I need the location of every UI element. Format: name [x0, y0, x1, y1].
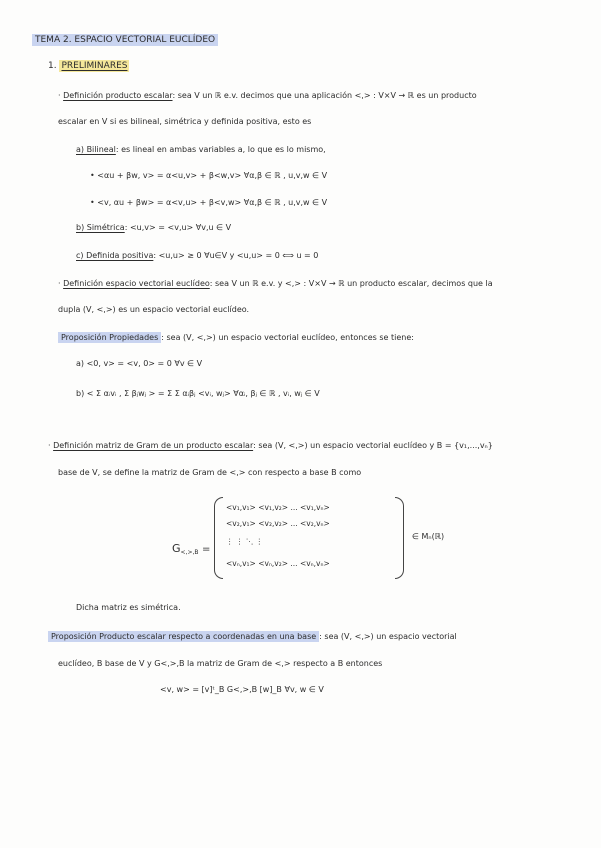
def-gram-line2: base de V, se define la matriz de Gram de <,> con respecto a base B como — [58, 468, 362, 477]
matrix-right-bracket — [395, 497, 404, 579]
prop-a-eq1: • <αu + βw, v> = α<u,v> + β<w,v> ∀α,β ∈ ℝ , u,v,w ∈ V — [90, 171, 328, 180]
def-producto-line1: · Definición producto escalar: sea V un ℝ e.v. decimos que una aplicación <,> : V×V → ℝ es un producto — [58, 91, 477, 100]
prop-coord-formula: <v, w> = [v]ᵗ_B G<,>,B [w]_B ∀v, w ∈ V — [160, 685, 324, 694]
gram-belongs: ∈ Mₙ(ℝ) — [412, 532, 445, 541]
gram-note: Dicha matriz es simétrica. — [76, 603, 181, 612]
prop-propiedades-a: a) <0, v> = <v, 0> = 0 ∀v ∈ V — [76, 359, 203, 368]
section-heading: 1. PRELIMINARES — [48, 61, 128, 71]
def-producto-line2: escalar en V si es bilineal, simétrica y definida positiva, esto es — [58, 117, 312, 126]
gram-symbol: $G_{<,>,B}$ = — [172, 542, 211, 556]
matrix-row: <v₁,v₁> <v₁,v₂> ... <v₁,vₙ> — [226, 503, 330, 512]
prop-propiedades-b: b) < Σ αᵢvᵢ , Σ βⱼwⱼ > = Σ Σ αᵢβⱼ <vᵢ, wⱼ> ∀αᵢ, βⱼ ∈ ℝ , vᵢ, wⱼ ∈ V — [76, 389, 320, 398]
prop-a-line: a) Bilineal: es lineal en ambas variables a, lo que es lo mismo, — [76, 145, 326, 154]
def-espacio-line2: dupla (V, <,>) es un espacio vectorial euclídeo. — [58, 305, 250, 314]
page-title: TEMA 2. ESPACIO VECTORIAL EUCLÍDEO — [32, 36, 218, 45]
def-gram-line1: · Definición matriz de Gram de un producto escalar: sea (V, <,>) un espacio vectorial euclídeo y B = {v₁,...,vₙ} — [48, 441, 493, 450]
prop-coord-line2: euclídeo, B base de V y G<,>,B la matriz de Gram de <,> respecto a B entonces — [58, 659, 383, 668]
def-espacio-line1: · Definición espacio vectorial euclídeo: sea V un ℝ e.v. y <,> : V×V → ℝ un producto escalar, decimos que la — [58, 279, 493, 288]
prop-coord-line1: Proposición Producto escalar respecto a coordenadas en una base : sea (V, <,>) un espacio vectorial — [48, 633, 457, 641]
prop-c-line: c) Definida positiva: <u,u> ≥ 0 ∀u∈V y <u,u> = 0 ⟺ u = 0 — [76, 251, 319, 260]
matrix-left-bracket — [214, 497, 223, 579]
gram-matrix — [214, 497, 404, 577]
prop-a-eq2: • <v, αu + βw> = α<v,u> + β<v,w> ∀α,β ∈ ℝ , u,v,w ∈ V — [90, 198, 328, 207]
matrix-row: <vₙ,v₁> <vₙ,v₂> ... <vₙ,vₙ> — [226, 559, 330, 568]
prop-propiedades-line: Proposición Propiedades : sea (V, <,>) un espacio vectorial euclídeo, entonces se tiene: — [58, 334, 414, 342]
prop-b-line: b) Simétrica: <u,v> = <v,u> ∀v,u ∈ V — [76, 223, 232, 232]
matrix-row: ⋮ ⋮ ⋱ ⋮ — [226, 537, 264, 546]
matrix-row: <v₂,v₁> <v₂,v₂> ... <v₂,vₙ> — [226, 519, 330, 528]
